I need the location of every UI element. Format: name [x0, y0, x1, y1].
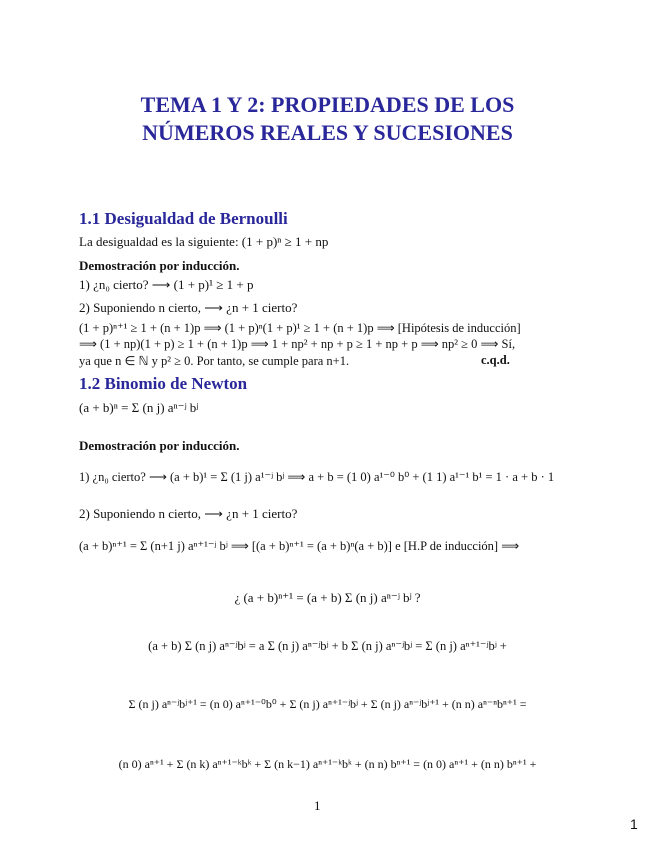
document-title-line-1: TEMA 1 Y 2: PROPIEDADES DE LOS — [140, 92, 515, 117]
bernoulli-step-2: 2) Suponiendo n cierto, ⟶ ¿n + 1 cierto? — [79, 300, 298, 315]
newton-statement: (a + b)ⁿ = Σ (n j) aⁿ⁻ʲ bʲ — [79, 400, 199, 415]
section-heading-newton-binomial: 1.2 Binomio de Newton — [79, 374, 248, 393]
newton-equation-4: Σ (n j) aⁿ⁻ʲbʲ⁺¹ = (n 0) aⁿ⁺¹⁻⁰b⁰ + Σ (n j) aⁿ⁺¹⁻ʲbʲ + Σ (n j) aⁿ⁻ʲbʲ⁺¹ + (n n) aⁿ⁻ⁿbⁿ⁺¹ = — [128, 697, 527, 711]
bernoulli-step-1: 1) ¿n₀ cierto? ⟶ (1 + p)¹ ≥ 1 + p — [79, 277, 254, 292]
newton-equation-3: (a + b) Σ (n j) aⁿ⁻ʲbʲ = a Σ (n j) aⁿ⁻ʲbʲ + b Σ (n j) aⁿ⁻ʲbʲ = Σ (n j) aⁿ⁺¹⁻ʲbʲ + — [148, 639, 507, 653]
newton-proof-label: Demostración por inducción. — [79, 438, 240, 453]
newton-step-2: 2) Suponiendo n cierto, ⟶ ¿n + 1 cierto? — [79, 506, 298, 521]
viewer-page-indicator: 1 — [630, 816, 638, 832]
qed-mark: c.q.d. — [481, 353, 510, 367]
section-heading-bernoulli: 1.1 Desigualdad de Bernoulli — [79, 209, 288, 228]
document-title-line-2: NÚMEROS REALES Y SUCESIONES — [142, 120, 513, 145]
bernoulli-derivation-line-3: ya que n ∈ ℕ y p² ≥ 0. Por tanto, se cumple para n+1. — [79, 354, 350, 368]
bernoulli-statement: La desigualdad es la siguiente: (1 + p)ⁿ ≥ 1 + np — [79, 234, 329, 249]
bernoulli-derivation-line-2: ⟹ (1 + np)(1 + p) ≥ 1 + (n + 1)p ⟹ 1 + np² + np + p ≥ 1 + np + p ⟹ np² ≥ 0 ⟹ Sí, — [79, 337, 516, 351]
page-number: 1 — [314, 798, 321, 813]
newton-step-1: 1) ¿n₀ cierto? ⟶ (a + b)¹ = Σ (1 j) a¹⁻ʲ bʲ ⟹ a + b = (1 0) a¹⁻⁰ b⁰ + (1 1) a¹⁻¹ b¹ = 1 · a + b · 1 — [79, 470, 555, 484]
newton-equation-1: (a + b)ⁿ⁺¹ = Σ (n+1 j) aⁿ⁺¹⁻ʲ bʲ ⟹ [(a + b)ⁿ⁺¹ = (a + b)ⁿ(a + b)] e [H.P de inducción] ⟹ — [79, 539, 520, 553]
newton-equation-5: (n 0) aⁿ⁺¹ + Σ (n k) aⁿ⁺¹⁻ᵏbᵏ + Σ (n k−1) aⁿ⁺¹⁻ᵏbᵏ + (n n) bⁿ⁺¹ = (n 0) aⁿ⁺¹ + (n n) bⁿ⁺¹ + — [118, 757, 537, 771]
bernoulli-proof-label: Demostración por inducción. — [79, 258, 240, 273]
bernoulli-derivation-line-1: (1 + p)ⁿ⁺¹ ≥ 1 + (n + 1)p ⟹ (1 + p)ⁿ(1 + p)¹ ≥ 1 + (n + 1)p ⟹ [Hipótesis de inducción] — [79, 321, 521, 335]
newton-equation-2: ¿ (a + b)ⁿ⁺¹ = (a + b) Σ (n j) aⁿ⁻ʲ bʲ ? — [234, 590, 421, 605]
